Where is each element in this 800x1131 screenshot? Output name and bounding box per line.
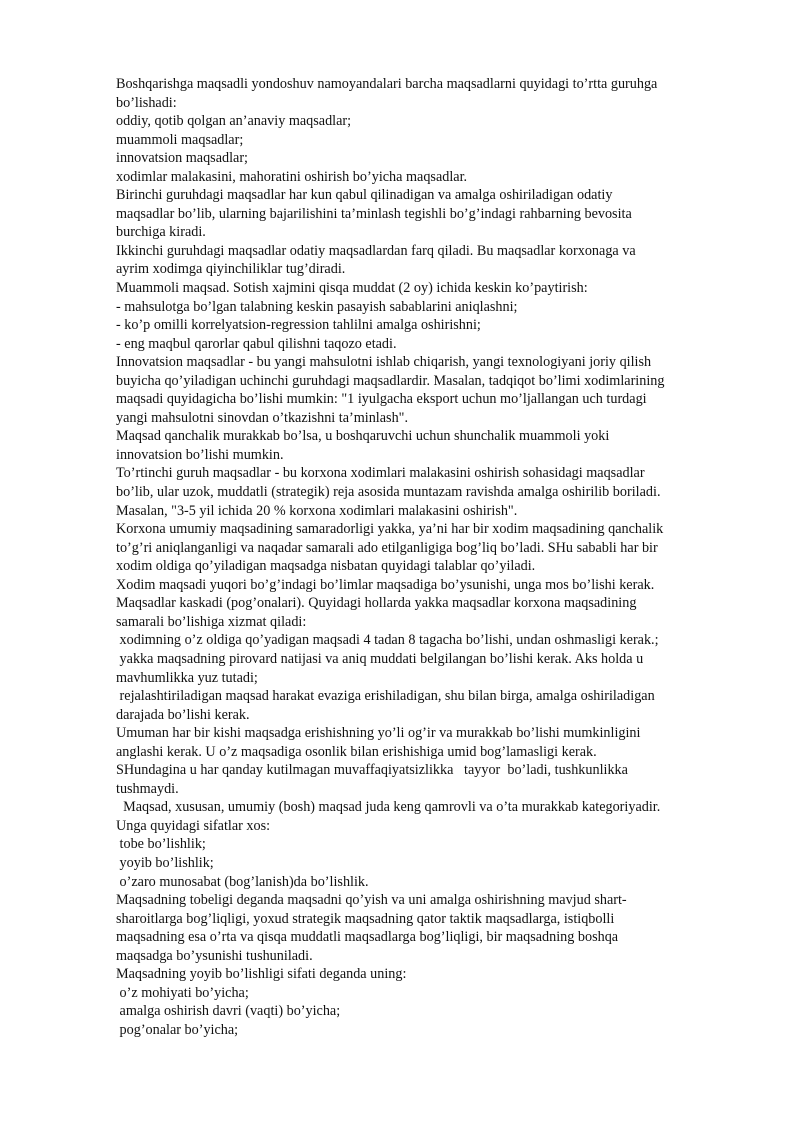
text-line: Maqsadning yoyib bo’lishligi sifati deganda uning: bbox=[116, 966, 407, 983]
document-page bbox=[116, 75, 746, 1039]
text-line: o’z mohiyati bo’yicha; bbox=[116, 984, 249, 1001]
text-line: innovatsion bo’lishi mumkin. bbox=[116, 446, 284, 463]
text-line: xodimlar malakasini, mahoratini oshirish bo’yicha maqsadlar. bbox=[116, 168, 468, 185]
text-line: mavhumlikka yuz tutadi; bbox=[116, 669, 258, 686]
text-line: rejalashtiriladigan maqsad harakat evaziga erishiladigan, shu bilan birga, amalga oshiriladigan bbox=[116, 688, 655, 705]
text-line: yangi mahsulotni sinovdan o’tkazishni ta’minlash". bbox=[116, 409, 409, 426]
text-line: Maqsad, xususan, umumiy (bosh) maqsad juda keng qamrovli va o’ta murakkab kategoriyadir. bbox=[116, 799, 661, 816]
text-line: tushmaydi. bbox=[116, 780, 179, 797]
text-line: To’rtinchi guruh maqsadlar - bu korxona xodimlari malakasini oshirish sohasidagi maqsadlar bbox=[116, 465, 645, 482]
text-line: amalga oshirish davri (vaqti) bo’yicha; bbox=[116, 1003, 341, 1020]
text-line: bo’lishadi: bbox=[116, 94, 177, 111]
text-line: to’g’ri aniqlanganligi va naqadar samarali ado etilganligiga bog’liq bo’ladi. SHu sababli har bir bbox=[116, 539, 658, 556]
text-line: Boshqarishga maqsadli yondoshuv namoyandalari barcha maqsadlarni quyidagi to’rtta guruhga bbox=[116, 76, 658, 92]
text-line: tobe bo’lishlik; bbox=[116, 836, 206, 853]
text-line: muammoli maqsadlar; bbox=[116, 131, 244, 148]
text-line: maqsadlar bo’lib, ularning bajarilishini ta’minlash tegishli bo’g’indagi rahbarning bevosita bbox=[116, 205, 632, 222]
text-line: xodimning o’z oldiga qo’yadigan maqsadi 4 tadan 8 tagacha bo’lishi, undan oshmasligi kerak.; bbox=[116, 632, 659, 649]
text-line: SHundagina u har qanday kutilmagan muvaffaqiyatsizlikka tayyor bo’ladi, tushkunlikka bbox=[116, 762, 628, 779]
text-line: maqsadga bo’ysunishi tushuniladi. bbox=[116, 947, 313, 964]
text-line: ayrim xodimga qiyinchiliklar tug’diradi. bbox=[116, 261, 346, 278]
text-line: xodim oldiga qo’yiladigan maqsadga nisbatan quyidagi talablar qo’yiladi. bbox=[116, 558, 536, 575]
text-line: Muammoli maqsad. Sotish xajmini qisqa muddat (2 oy) ichida keskin ko’paytirish: bbox=[116, 280, 588, 297]
text-line: maqsadi quyidagicha bo’lishi mumkin: "1 iyulgacha eksport uchun mo’ljallangan uch turdagi bbox=[116, 391, 647, 408]
text-line: Birinchi guruhdagi maqsadlar har kun qabul qilinadigan va amalga oshiriladigan odatiy bbox=[116, 187, 613, 204]
text-line: darajada bo’lishi kerak. bbox=[116, 706, 250, 723]
text-line: buyicha qo’yiladigan uchinchi guruhdagi maqsadlardir. Masalan, tadqiqot bo’limi xodimlarining bbox=[116, 372, 665, 389]
text-line: - eng maqbul qarorlar qabul qilishni taqozo etadi. bbox=[116, 335, 397, 352]
text-line: burchiga kiradi. bbox=[116, 224, 206, 241]
text-line: oddiy, qotib qolgan an’anaviy maqsadlar; bbox=[116, 113, 352, 130]
text-line: maqsadning esa o’rta va qisqa muddatli maqsadlarga bog’liqligi, bir maqsadning boshqa bbox=[116, 929, 619, 946]
text-line: innovatsion maqsadlar; bbox=[116, 150, 248, 167]
text-line: samarali bo’lishiga xizmat qiladi: bbox=[116, 613, 307, 630]
text-line: Maqsadlar kaskadi (pog’onalari). Quyidagi hollarda yakka maqsadlar korxona maqsadining bbox=[116, 595, 637, 612]
text-line: Maqsadning tobeligi deganda maqsadni qo’yish va uni amalga oshirishning mavjud shart- bbox=[116, 892, 627, 909]
text-line: - mahsulotga bo’lgan talabning keskin pasayish sabablarini aniqlashni; bbox=[116, 298, 518, 315]
text-line: Korxona umumiy maqsadining samaradorligi yakka, ya’ni har bir xodim maqsadining qanchalik bbox=[116, 521, 664, 538]
text-line: - ko’p omilli korrelyatsion-regression tahlilni amalga oshirishni; bbox=[116, 317, 481, 334]
text-line: bo’lib, ular uzok, muddatli (strategik) reja asosida muntazam ravishda amalga oshirilib boriladi. bbox=[116, 484, 661, 501]
text-line: Umuman har bir kishi maqsadga erishishning yo’li og’ir va murakkab bo’lishi mumkinligini bbox=[116, 725, 641, 742]
text-line: sharoitlarga bog’liqligi, yoxud strategik maqsadning qator taktik maqsadlarga, istiqbolli bbox=[116, 910, 615, 927]
text-line: Ikkinchi guruhdagi maqsadlar odatiy maqsadlardan farq qiladi. Bu maqsadlar korxonaga va bbox=[116, 242, 636, 259]
text-line: anglashi kerak. U o’z maqsadiga osonlik bilan erishishiga umid bog’lamasligi kerak. bbox=[116, 743, 597, 760]
text-line: pog’onalar bo’yicha; bbox=[116, 1021, 239, 1038]
text-line: Xodim maqsadi yuqori bo’g’indagi bo’limlar maqsadiga bo’ysunishi, unga mos bo’lishi kerak. bbox=[116, 576, 655, 593]
text-line: yoyib bo’lishlik; bbox=[116, 854, 214, 871]
text-line: Maqsad qanchalik murakkab bo’lsa, u boshqaruvchi uchun shunchalik muammoli yoki bbox=[116, 428, 610, 445]
text-line: Unga quyidagi sifatlar xos: bbox=[116, 817, 271, 834]
text-line: Masalan, "3-5 yil ichida 20 % korxona xodimlari malakasini oshirish". bbox=[116, 502, 518, 519]
text-line: o’zaro munosabat (bog’lanish)da bo’lishlik. bbox=[116, 873, 369, 890]
text-line: Innovatsion maqsadlar - bu yangi mahsulotni ishlab chiqarish, yangi texnologiyani joriy qilish bbox=[116, 354, 652, 371]
text-line: yakka maqsadning pirovard natijasi va aniq muddati belgilangan bo’lishi kerak. Aks holda u bbox=[116, 650, 644, 667]
